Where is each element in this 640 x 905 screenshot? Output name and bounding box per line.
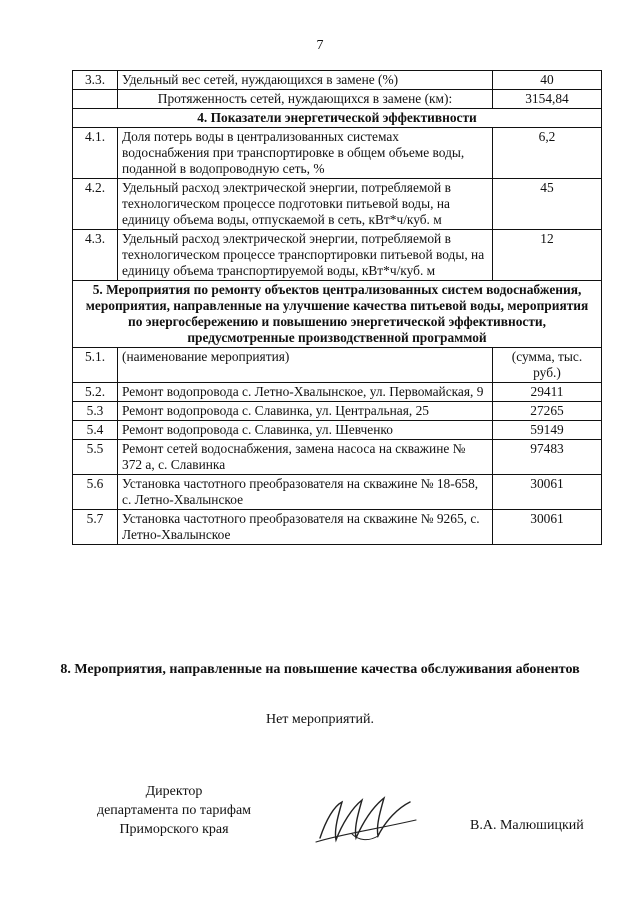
row-number: 5.1. xyxy=(73,348,118,383)
table-row xyxy=(73,402,602,421)
row-number: 5.4 xyxy=(73,421,118,440)
handwritten-signature xyxy=(312,790,422,850)
row-value: 30061 xyxy=(493,510,602,545)
row-number: 5.2. xyxy=(73,383,118,402)
position-line: Приморского края xyxy=(119,822,229,837)
row-number xyxy=(73,90,118,109)
row-value: (сумма, тыс. руб.) xyxy=(493,348,602,383)
row-value: 12 xyxy=(493,230,602,281)
row-value: 97483 xyxy=(493,440,602,475)
row-value: 27265 xyxy=(493,402,602,421)
table-row xyxy=(73,179,602,230)
row-number: 5.6 xyxy=(73,475,118,510)
row-value: 30061 xyxy=(493,475,602,510)
row-text: Удельный вес сетей, нуждающихся в замене (%) xyxy=(118,71,493,90)
table-row xyxy=(73,510,602,545)
row-text: Удельный расход электрической энергии, потребляемой в технологическом процессе подготовки питьевой воды, на единицу объема воды, отпускаемой в сеть, кВт*ч/куб. м xyxy=(118,179,493,230)
table-row xyxy=(73,383,602,402)
table-row xyxy=(73,128,602,179)
table-row xyxy=(73,71,602,90)
row-value: 40 xyxy=(493,71,602,90)
row-text: Ремонт сетей водоснабжения, замена насоса на скважине № 372 а, с. Славинка xyxy=(118,440,493,475)
row-text: (наименование мероприятия) xyxy=(118,348,493,383)
signatory-name: В.А. Малюшицкий xyxy=(470,818,584,833)
table-row xyxy=(73,440,602,475)
row-number: 5.5 xyxy=(73,440,118,475)
section-5-heading: 5. Мероприятия по ремонту объектов централизованных систем водоснабжения, мероприятия, направленные на улучшение качества питьевой воды, мероприятия по энергосбережению и повышению энергетической эффективности, предусмотренные производственной программой xyxy=(73,281,602,348)
row-number: 5.7 xyxy=(73,510,118,545)
table-row xyxy=(73,230,602,281)
row-text: Ремонт водопровода с. Славинка, ул. Шевченко xyxy=(118,421,493,440)
row-value: 29411 xyxy=(493,383,602,402)
row-text: Установка частотного преобразователя на скважине № 18-658, с. Летно-Хвалынское xyxy=(118,475,493,510)
section-header-row xyxy=(73,281,602,348)
row-text: Удельный расход электрической энергии, потребляемой в технологическом процессе транспортировки питьевой воды, на единицу объема транспортируемой воды, кВт*ч/куб. м xyxy=(118,230,493,281)
row-value: 59149 xyxy=(493,421,602,440)
signatory-position xyxy=(74,782,274,839)
page-number: 7 xyxy=(316,38,324,53)
indicators-table xyxy=(72,70,602,545)
row-text: Доля потерь воды в централизованных системах водоснабжения при транспортировке в общем объеме воды, поданной в водопроводную сеть, % xyxy=(118,128,493,179)
position-line: Директор xyxy=(145,784,203,799)
row-value: 45 xyxy=(493,179,602,230)
row-value: 6,2 xyxy=(493,128,602,179)
row-number: 5.3 xyxy=(73,402,118,421)
row-number: 4.2. xyxy=(73,179,118,230)
table-row xyxy=(73,421,602,440)
table-row xyxy=(73,348,602,383)
row-text: Ремонт водопровода с. Славинка, ул. Центральная, 25 xyxy=(118,402,493,421)
row-number: 3.3. xyxy=(73,71,118,90)
no-measures-text: Нет мероприятий. xyxy=(265,712,375,727)
section-header-row xyxy=(73,109,602,128)
row-number: 4.1. xyxy=(73,128,118,179)
table-row xyxy=(73,475,602,510)
row-text: Протяженность сетей, нуждающихся в замене (км): xyxy=(118,90,493,109)
section-8-heading: 8. Мероприятия, направленные на повышение качества обслуживания абонентов xyxy=(60,662,580,677)
table-row xyxy=(73,90,602,109)
position-line: департамента по тарифам xyxy=(96,803,252,818)
section-4-heading: 4. Показатели энергетической эффективности xyxy=(73,109,602,128)
row-number: 4.3. xyxy=(73,230,118,281)
row-text: Ремонт водопровода с. Летно-Хвалынское, ул. Первомайская, 9 xyxy=(118,383,493,402)
row-value: 3154,84 xyxy=(493,90,602,109)
row-text: Установка частотного преобразователя на скважине № 9265, с. Летно-Хвалынское xyxy=(118,510,493,545)
